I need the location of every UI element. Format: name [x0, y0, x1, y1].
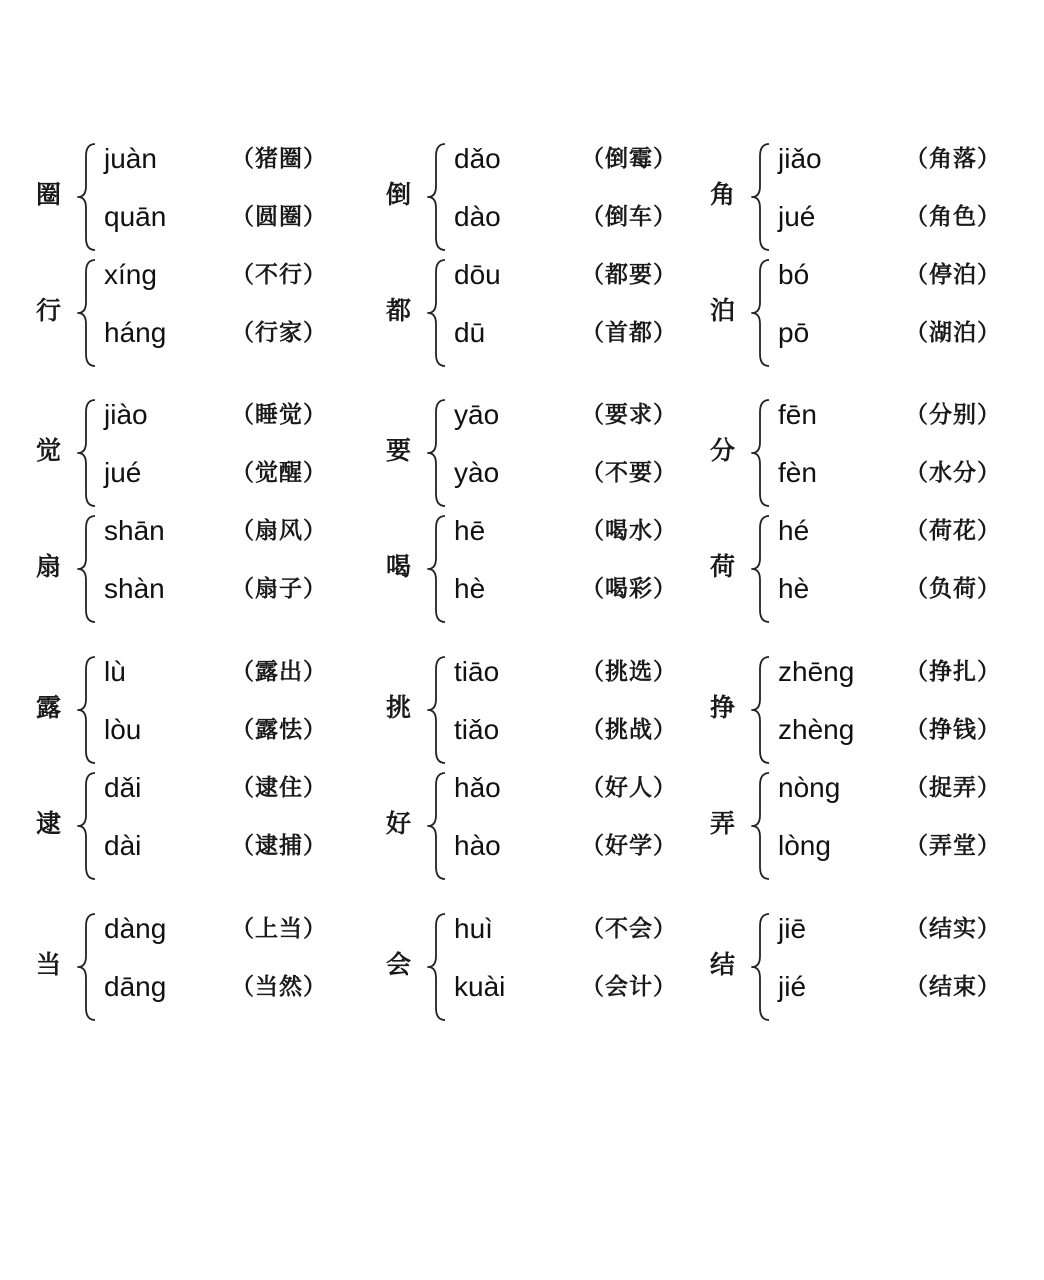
character: 挑: [386, 693, 412, 722]
pinyin-reading-2: lòu: [104, 714, 142, 745]
pinyin-reading-2: yào: [454, 457, 500, 488]
brace-icon: [76, 258, 98, 368]
brace-icon: [750, 142, 772, 252]
pinyin-reading-1: tiāo: [454, 656, 500, 687]
example-word-1: （挑选）: [581, 659, 677, 685]
character: 露: [36, 693, 62, 722]
example-word-1: （逮住）: [231, 775, 327, 801]
pinyin-reading-1: yāo: [454, 399, 500, 430]
pinyin-reading-2: kuài: [454, 971, 506, 1002]
polyphone-entry: [710, 142, 1010, 252]
pinyin-reading-2: jué: [778, 201, 816, 232]
character: 挣: [710, 693, 736, 722]
example-word-2: （结束）: [905, 974, 1001, 1000]
example-word-1: （要求）: [581, 402, 677, 428]
example-word-2: （扇子）: [231, 576, 327, 602]
pinyin-reading-1: dǎi: [104, 772, 142, 803]
brace-icon: [750, 398, 772, 508]
pinyin-reading-1: juàn: [104, 143, 157, 174]
pinyin-reading-2: hè: [778, 573, 810, 604]
pinyin-reading-1: xíng: [104, 259, 157, 290]
pinyin-reading-1: dàng: [104, 913, 167, 944]
example-word-1: （露出）: [231, 659, 327, 685]
example-word-2: （角色）: [905, 204, 1001, 230]
pinyin-reading-1: nòng: [778, 772, 841, 803]
pinyin-reading-1: jiào: [104, 399, 148, 430]
example-word-2: （首都）: [581, 320, 677, 346]
polyphone-entry: [710, 514, 1010, 624]
brace-icon: [426, 514, 448, 624]
brace-icon: [76, 771, 98, 881]
character: 荷: [710, 552, 736, 581]
example-word-1: （挣扎）: [905, 659, 1001, 685]
pinyin-reading-1: huì: [454, 913, 493, 944]
example-word-1: （不会）: [581, 916, 677, 942]
polyphone-entry: [386, 514, 686, 624]
example-word-2: （露怯）: [231, 717, 327, 743]
polyphone-entry: [36, 514, 336, 624]
example-word-1: （不行）: [231, 262, 327, 288]
polyphone-entry: [710, 258, 1010, 368]
example-word-2: （喝彩）: [581, 576, 677, 602]
pinyin-reading-2: fèn: [778, 457, 817, 488]
character: 好: [386, 809, 412, 838]
brace-icon: [750, 771, 772, 881]
example-word-1: （倒霉）: [581, 146, 677, 172]
pinyin-reading-2: lòng: [778, 830, 831, 861]
example-word-1: （捉弄）: [905, 775, 1001, 801]
example-word-2: （行家）: [231, 320, 327, 346]
brace-icon: [426, 771, 448, 881]
brace-icon: [426, 258, 448, 368]
polyphone-entry: [36, 771, 336, 881]
brace-icon: [76, 142, 98, 252]
example-word-1: （停泊）: [905, 262, 1001, 288]
polyphone-entry: [36, 142, 336, 252]
polyphone-entry: [386, 258, 686, 368]
example-word-1: （结实）: [905, 916, 1001, 942]
pinyin-reading-2: jué: [104, 457, 142, 488]
polyphone-entry: [386, 771, 686, 881]
character: 分: [710, 436, 736, 465]
character: 都: [386, 296, 412, 325]
pinyin-reading-2: dū: [454, 317, 486, 348]
example-word-1: （分别）: [905, 402, 1001, 428]
character: 行: [36, 296, 62, 325]
character: 扇: [36, 552, 62, 581]
pinyin-reading-2: háng: [104, 317, 167, 348]
pinyin-reading-1: zhēng: [778, 656, 855, 687]
pinyin-reading-2: dài: [104, 830, 142, 861]
example-word-2: （当然）: [231, 974, 327, 1000]
example-word-2: （逮捕）: [231, 833, 327, 859]
example-word-2: （圆圈）: [231, 204, 327, 230]
pinyin-reading-1: lù: [104, 656, 126, 687]
example-word-2: （倒车）: [581, 204, 677, 230]
character: 角: [710, 180, 736, 209]
polyphone-entry: [710, 398, 1010, 508]
polyphone-entry: [710, 655, 1010, 765]
brace-icon: [426, 655, 448, 765]
brace-icon: [750, 912, 772, 1022]
pinyin-reading-1: hē: [454, 515, 486, 546]
example-word-2: （好学）: [581, 833, 677, 859]
character: 会: [386, 950, 412, 979]
example-word-1: （扇风）: [231, 518, 327, 544]
polyphone-entry: [386, 142, 686, 252]
pinyin-reading-2: hè: [454, 573, 486, 604]
example-word-1: （上当）: [231, 916, 327, 942]
polyphone-entry: [710, 771, 1010, 881]
polyphone-entry: [386, 912, 686, 1022]
pinyin-reading-1: jiē: [778, 913, 807, 944]
example-word-1: （喝水）: [581, 518, 677, 544]
polyphone-entry: [36, 912, 336, 1022]
brace-icon: [750, 258, 772, 368]
example-word-1: （好人）: [581, 775, 677, 801]
example-word-1: （都要）: [581, 262, 677, 288]
brace-icon: [76, 655, 98, 765]
example-word-2: （负荷）: [905, 576, 1001, 602]
polyphone-entry: [386, 655, 686, 765]
pinyin-reading-2: dào: [454, 201, 501, 232]
character: 喝: [386, 552, 412, 581]
polyphone-entry: [36, 258, 336, 368]
character: 结: [710, 950, 736, 979]
pinyin-reading-2: shàn: [104, 573, 165, 604]
character: 泊: [710, 296, 736, 325]
pinyin-reading-2: quān: [104, 201, 167, 232]
example-word-1: （猪圈）: [231, 146, 327, 172]
brace-icon: [426, 398, 448, 508]
character: 觉: [36, 436, 62, 465]
example-word-2: （弄堂）: [905, 833, 1001, 859]
pinyin-reading-1: fēn: [778, 399, 817, 430]
pinyin-reading-1: dǎo: [454, 143, 501, 174]
example-word-2: （挣钱）: [905, 717, 1001, 743]
character: 倒: [386, 180, 412, 209]
brace-icon: [76, 912, 98, 1022]
brace-icon: [750, 514, 772, 624]
character: 当: [36, 950, 62, 979]
character: 圈: [36, 180, 62, 209]
polyphone-entry: [386, 398, 686, 508]
brace-icon: [76, 514, 98, 624]
brace-icon: [426, 142, 448, 252]
example-word-1: （荷花）: [905, 518, 1001, 544]
polyphone-entry: [36, 398, 336, 508]
pinyin-reading-2: hào: [454, 830, 501, 861]
pinyin-reading-1: hǎo: [454, 772, 501, 803]
polyphone-entry: [710, 912, 1010, 1022]
example-word-2: （会计）: [581, 974, 677, 1000]
pinyin-reading-2: zhèng: [778, 714, 855, 745]
character: 逮: [36, 809, 62, 838]
brace-icon: [426, 912, 448, 1022]
pinyin-reading-1: dōu: [454, 259, 501, 290]
example-word-2: （湖泊）: [905, 320, 1001, 346]
example-word-2: （水分）: [905, 460, 1001, 486]
example-word-1: （睡觉）: [231, 402, 327, 428]
example-word-1: （角落）: [905, 146, 1001, 172]
brace-icon: [750, 655, 772, 765]
character: 弄: [710, 809, 736, 838]
brace-icon: [76, 398, 98, 508]
pinyin-reading-2: tiǎo: [454, 714, 500, 745]
pinyin-reading-1: jiǎo: [778, 143, 822, 174]
pinyin-reading-1: hé: [778, 515, 810, 546]
polyphone-entry: [36, 655, 336, 765]
pinyin-reading-1: shān: [104, 515, 165, 546]
pinyin-reading-2: pō: [778, 317, 810, 348]
character: 要: [386, 436, 412, 465]
pinyin-reading-2: dāng: [104, 971, 167, 1002]
example-word-2: （不要）: [581, 460, 677, 486]
pinyin-reading-1: bó: [778, 259, 810, 290]
example-word-2: （挑战）: [581, 717, 677, 743]
pinyin-reading-2: jié: [778, 971, 807, 1002]
example-word-2: （觉醒）: [231, 460, 327, 486]
